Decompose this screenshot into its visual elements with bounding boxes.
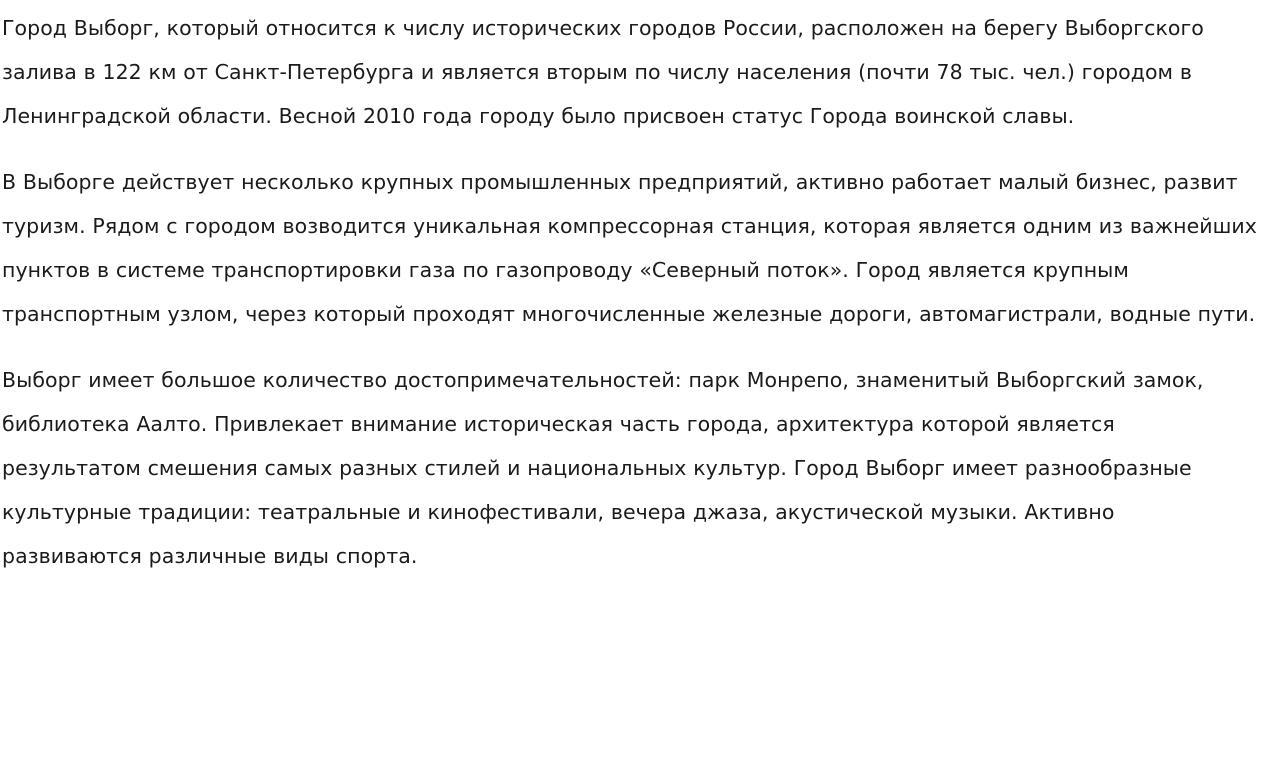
paragraph-1: Город Выборг, который относится к числу исторических городов России, расположен на берегу Выборгского залива в 122 км от Санкт-Петербурга и является вторым по числу населения (почти 78 тыс. чел.) городом в Ленинградской области. Весной 2010 года городу было присвоен статус Города воинской славы. [2,16,1204,128]
paragraph-3: Выборг имеет большое количество достопримечательностей: парк Монрепо, знаменитый Выборгский замок, библиотека Аалто. Привлекает внимание историческая часть города, архитектура которой является результатом смешения самых разных стилей и национальных культур. Город Выборг имеет разнообразные культурные традиции: театральные и кинофестивали, вечера джаза, акустической музыки. Активно развиваются различные виды спорта. [2,368,1204,568]
paragraph-2: В Выборге действует несколько крупных промышленных предприятий, активно работает малый бизнес, развит туризм. Рядом с городом возводится уникальная компрессорная станция, которая является одним из важнейших пунктов в системе транспортировки газа по газопроводу «Северный поток». Город является крупным транспортным узлом, через который проходят многочисленные железные дороги, автомагистрали, водные пути. [2,170,1257,326]
